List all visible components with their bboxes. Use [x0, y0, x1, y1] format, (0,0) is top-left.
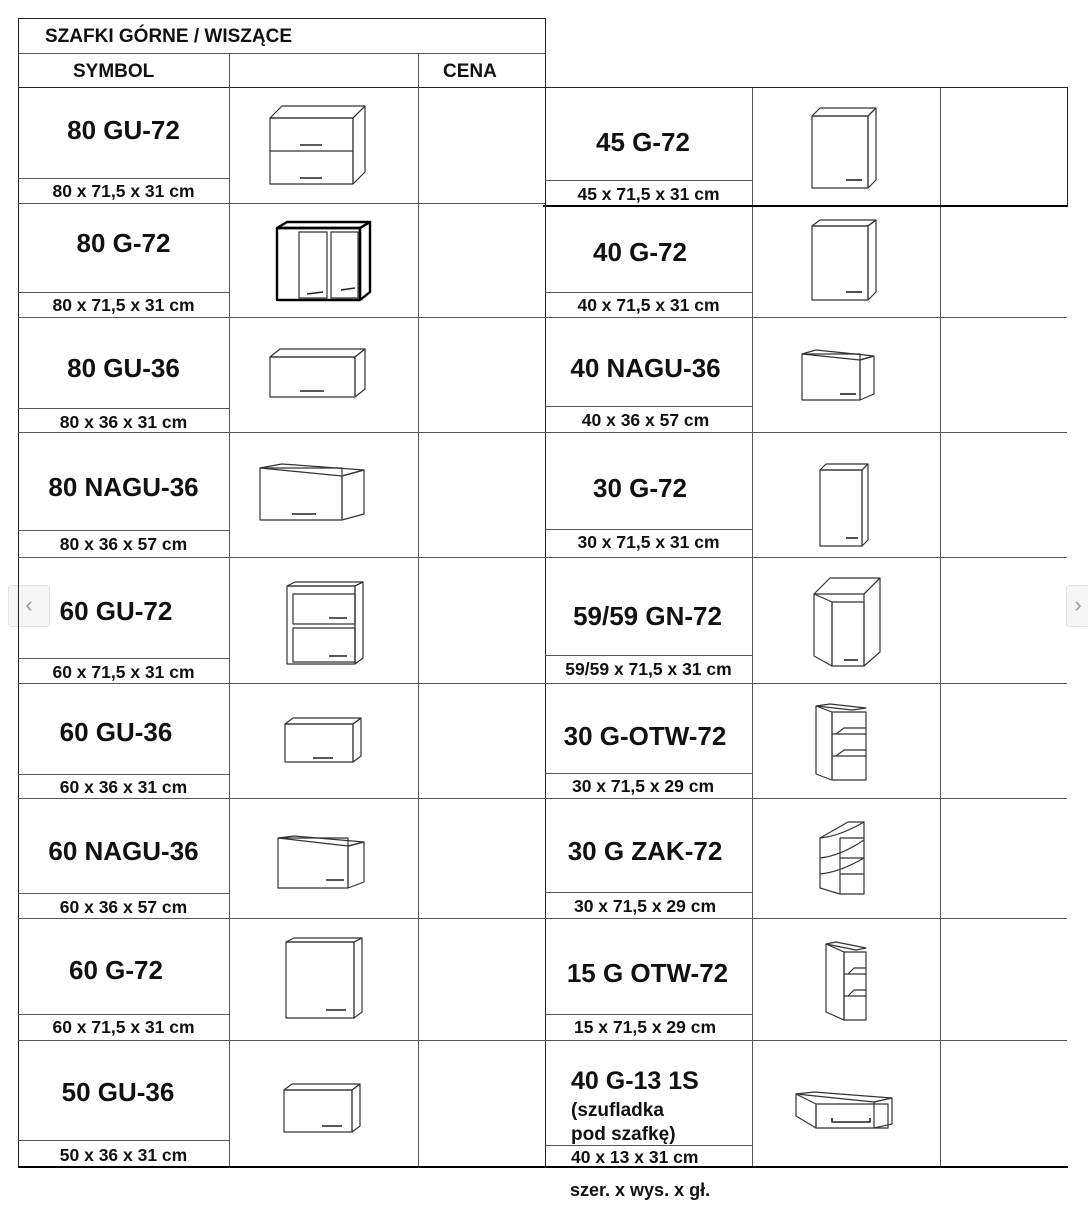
cabinet-two-flap-icon: [268, 104, 368, 188]
cabinet-rounded-end-icon: [818, 818, 866, 898]
product-note: pod szafkę): [571, 1124, 676, 1145]
product-dimensions: 80 x 71,5 x 31 cm: [52, 181, 195, 201]
product-symbol: 30 G-72: [593, 473, 687, 503]
product-symbol: 50 GU-36: [61, 1077, 175, 1107]
product-symbol: 45 G-72: [596, 127, 690, 157]
product-symbol: 60 GU-72: [59, 596, 173, 626]
product-dimensions: 80 x 71,5 x 31 cm: [52, 295, 195, 315]
carousel-prev-button[interactable]: ‹: [8, 585, 50, 627]
product-dimensions: 40 x 36 x 57 cm: [581, 410, 710, 430]
cabinet-flap-icon: [283, 716, 363, 766]
product-dimensions: 30 x 71,5 x 29 cm: [571, 776, 715, 796]
product-symbol: 30 G ZAK-72: [567, 836, 723, 866]
product-symbol: 40 NAGU-36: [570, 353, 721, 383]
column-header-symbol: SYMBOL: [73, 61, 155, 82]
product-dimensions: 50 x 36 x 31 cm: [59, 1145, 188, 1165]
product-dimensions: 40 x 71,5 x 31 cm: [577, 295, 720, 315]
cabinet-narrow-door-icon: [818, 462, 870, 548]
product-dimensions: 45 x 71,5 x 31 cm: [577, 184, 720, 204]
carousel-next-button[interactable]: ›: [1066, 585, 1088, 627]
product-symbol: 60 NAGU-36: [48, 836, 199, 866]
dimensions-legend: szer. x wys. x gł.: [570, 1180, 711, 1200]
product-symbol: 80 NAGU-36: [48, 472, 199, 502]
product-dimensions: 40 x 13 x 31 cm: [571, 1147, 699, 1167]
product-dimensions: 30 x 71,5 x 29 cm: [573, 896, 717, 916]
product-symbol: 60 GU-36: [59, 717, 173, 747]
product-symbol: 59/59 GN-72: [573, 601, 722, 631]
product-note: (szufladka: [571, 1100, 664, 1121]
product-symbol: 30 G-OTW-72: [563, 721, 727, 751]
cabinet-corner-icon: [812, 576, 882, 668]
cabinet-narrow-open-icon: [824, 940, 868, 1022]
product-dimensions: 30 x 71,5 x 31 cm: [577, 532, 720, 552]
cabinet-deep-flap-icon: [276, 834, 366, 890]
product-dimensions: 59/59 x 71,5 x 31 cm: [565, 659, 732, 679]
cabinet-double-door-icon: [275, 220, 375, 304]
product-dimensions: 80 x 36 x 57 cm: [59, 534, 188, 554]
cabinet-flap-small-icon: [282, 1082, 362, 1136]
product-symbol: 40 G-72: [593, 237, 687, 267]
cabinet-deep-flap-wide-icon: [258, 462, 366, 522]
product-dimensions: 60 x 36 x 57 cm: [59, 897, 188, 917]
product-symbol: 80 GU-36: [67, 353, 180, 383]
cabinet-single-door-icon: [284, 936, 364, 1020]
product-dimensions: 15 x 71,5 x 29 cm: [573, 1017, 717, 1037]
product-symbol: 15 G OTW-72: [566, 958, 729, 988]
product-symbol: 60 G-72: [69, 955, 163, 985]
column-header-price: CENA: [443, 61, 497, 82]
product-symbol: 80 G-72: [76, 228, 171, 258]
product-dimensions: 60 x 71,5 x 31 cm: [52, 1017, 195, 1037]
table-title: SZAFKI GÓRNE / WISZĄCE: [45, 26, 292, 47]
cabinet-single-door-icon: [810, 106, 878, 190]
product-dimensions: 80 x 36 x 31 cm: [59, 412, 188, 432]
product-dimensions: 60 x 36 x 31 cm: [59, 777, 188, 797]
cabinet-deep-flap-icon: [800, 348, 876, 404]
drawer-icon: [794, 1090, 894, 1130]
cabinet-flap-wide-icon: [268, 347, 368, 401]
cabinet-single-door-icon: [810, 218, 878, 302]
product-dimensions: 60 x 71,5 x 31 cm: [52, 662, 195, 682]
cabinet-two-flap-icon: [285, 580, 365, 666]
product-symbol: 40 G-13 1S: [571, 1067, 699, 1095]
cabinet-open-shelves-icon: [814, 702, 868, 782]
product-symbol: 80 GU-72: [67, 115, 180, 145]
